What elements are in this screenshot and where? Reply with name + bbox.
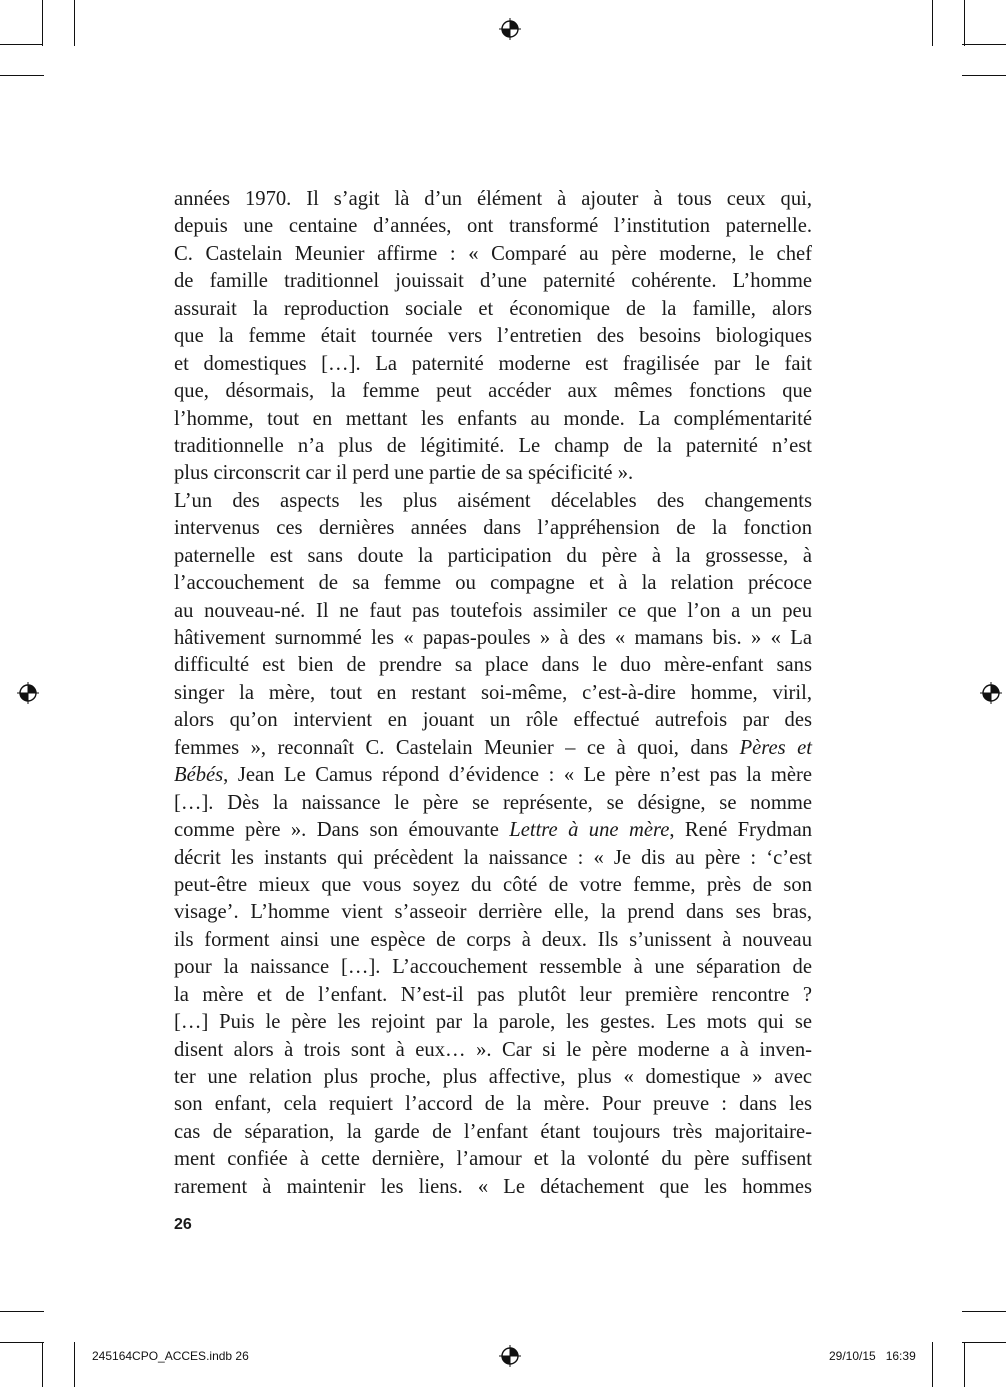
slug-filename: 245164CPO_ACCES.indb 26 — [92, 1349, 249, 1363]
text-line: que, désormais, la femme peut accéder aux mêmes fonctions que — [174, 380, 812, 403]
crop-mark — [0, 75, 44, 76]
text-line: pour la naissance […]. L’accouchement ressemble à une séparation de — [174, 956, 812, 979]
text-line: alors qu’on intervient en jouant un rôle effectué autrefois par des — [174, 709, 812, 732]
text-line: ter une relation plus proche, plus affective, plus « domestique » avec — [174, 1066, 812, 1088]
book-title: Lettre à une mère — [509, 819, 670, 842]
text-line: rarement à maintenir les liens. « Le détachement que les hommes — [174, 1175, 812, 1198]
registration-mark-icon — [499, 1345, 521, 1367]
crop-mark — [42, 0, 43, 46]
text-line: et domestiques […]. La paternité moderne est fragilisée par le fait — [174, 352, 812, 375]
text-line: décrit les instants qui précèdent la naissance : « Je dis au père : ‘c’est — [174, 846, 812, 869]
text-run: , René Frydman — [669, 819, 813, 842]
text-line: intervenus ces dernières années dans l’appréhension de la fonction — [174, 517, 812, 540]
text-line: au nouveau-né. Il ne faut pas toutefois assimiler ce que l’on a un peu — [174, 599, 812, 622]
slug-date: 29/10/15 16:39 — [829, 1349, 916, 1363]
text-line: de famille traditionnel jouissait d’une paternité cohérente. L’homme — [174, 270, 812, 293]
text-line: l’accouchement de sa femme ou compagne et à la relation précoce — [174, 572, 812, 595]
text-line: ment confiée à cette dernière, l’amour et la volonté du père suffisent — [174, 1148, 812, 1171]
text-line: traditionnelle n’a plus de légitimité. Le champ de la paternité n’est — [174, 434, 812, 457]
crop-mark — [0, 44, 42, 45]
text-line: que la femme était tournée vers l’entretien des besoins biologiques — [174, 325, 812, 348]
text-line: la mère et de l’enfant. N’est-il pas plutôt leur première rencontre ? — [174, 983, 812, 1006]
crop-mark — [964, 1342, 965, 1387]
crop-mark — [932, 1342, 933, 1387]
text-line: hâtivement surnommé les « papas-poules » à des « mamans bis. » « La — [174, 627, 812, 649]
registration-mark-icon — [17, 682, 39, 704]
text-line: ils forment ainsi une espèce de corps à deux. Ils s’unissent à nouveau — [174, 928, 812, 951]
text-line: peut-être mieux que vous soyez du côté de votre femme, près de son — [174, 873, 812, 896]
text-line — [174, 735, 812, 762]
text-line: son enfant, cela requiert l’accord de la mère. Pour preuve : dans les — [174, 1093, 812, 1116]
text-line: depuis une centaine d’années, ont transformé l’institution paternelle. — [174, 215, 812, 238]
crop-mark — [964, 0, 965, 46]
text-line: visage’. L’homme vient s’asseoir derrière elle, la prend dans ses bras, — [174, 901, 812, 924]
text-line: C. Castelain Meunier affirme : « Comparé au père moderne, le chef — [174, 242, 812, 265]
crop-mark — [74, 0, 75, 46]
text-line — [174, 762, 812, 789]
crop-mark — [0, 1311, 44, 1312]
text-line: plus circonscrit car il perd une partie de sa spécificité ». — [174, 462, 634, 485]
crop-mark — [932, 0, 933, 46]
text-line: disent alors à trois sont à eux… ». Car si le père moderne a à inven- — [174, 1038, 812, 1061]
text-line — [174, 817, 812, 844]
crop-mark — [962, 1342, 1006, 1343]
text-run: comme père ». Dans son émouvante — [174, 819, 510, 842]
crop-mark — [962, 44, 1006, 45]
text-line: difficulté est bien de prendre sa place dans le duo mère-enfant sans — [174, 654, 812, 677]
crop-mark — [0, 1342, 44, 1343]
text-line: singer la mère, tout en restant soi-même, c’est-à-dire homme, viril, — [174, 681, 812, 704]
body-text — [174, 186, 812, 1201]
page-number: 26 — [174, 1216, 192, 1233]
book-title: Bébés — [174, 764, 224, 787]
crop-mark — [962, 1311, 1006, 1312]
book-title: Pères et — [739, 736, 812, 759]
text-line: […] Puis le père les rejoint par la parole, les gestes. Les mots qui se — [174, 1011, 812, 1034]
registration-mark-icon — [980, 682, 1002, 704]
text-line: cas de séparation, la garde de l’enfant étant toujours très majoritaire- — [174, 1120, 812, 1143]
text-run: , Jean Le Camus répond d’évidence : « Le père n’est pas la mère — [223, 764, 812, 787]
text-run: femmes », reconnaît C. Castelain Meunier – ce à quoi, dans — [174, 736, 740, 759]
text-line: […]. Dès la naissance le père se représente, se désigne, se nomme — [174, 791, 812, 814]
text-line: assurait la reproduction sociale et économique de la famille, alors — [174, 297, 812, 320]
text-line: L’un des aspects les plus aisément décelables des changements — [174, 489, 812, 512]
text-line: l’homme, tout en mettant les enfants au monde. La complémentarité — [174, 407, 812, 430]
text-line: paternelle est sans doute la participation du père à la grossesse, à — [174, 544, 812, 567]
registration-mark-icon — [499, 18, 521, 40]
crop-mark — [962, 75, 1006, 76]
crop-mark — [42, 1342, 43, 1387]
crop-mark — [74, 1342, 75, 1387]
text-line: années 1970. Il s’agit là d’un élément à ajouter à tous ceux qui, — [174, 188, 812, 210]
